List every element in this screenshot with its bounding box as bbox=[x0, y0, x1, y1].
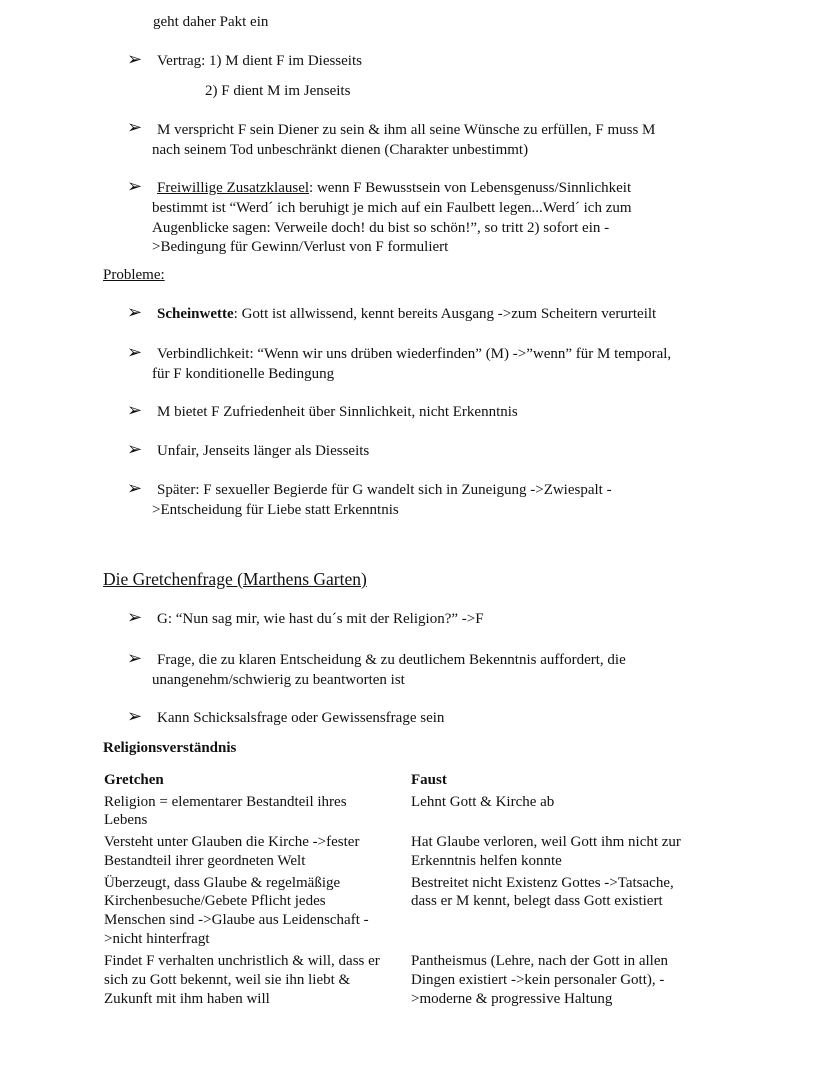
table-cell-faust: >moderne & progressive Haltung bbox=[411, 991, 613, 1007]
arrow-bullet-icon: ➢ bbox=[127, 302, 143, 322]
verbindlichkeit-line-2: für F konditionelle Bedingung bbox=[152, 366, 335, 382]
table-cell-gretchen: Lebens bbox=[104, 812, 148, 828]
table-cell-faust: Lehnt Gott & Kirche ab bbox=[411, 794, 555, 810]
arrow-bullet-icon: ➢ bbox=[127, 439, 143, 459]
table-cell-gretchen: Versteht unter Glauben die Kirche ->fester bbox=[104, 834, 360, 850]
arrow-bullet-icon: ➢ bbox=[127, 117, 143, 137]
verspricht-line-2: nach seinem Tod unbeschränkt dienen (Charakter unbestimmt) bbox=[152, 142, 529, 158]
klausel-line-2: bestimmt ist “Werd´ ich beruhigt je mich auf ein Faulbett legen...Werd´ ich zum bbox=[152, 200, 632, 216]
table-cell-faust: Dingen existiert ->kein personaler Gott), - bbox=[411, 972, 665, 988]
frage2-line-2: unangenehm/schwierig zu beantworten ist bbox=[152, 672, 405, 688]
scheinwette-label: Scheinwette bbox=[157, 306, 234, 322]
spaeter-line-1: Später: F sexueller Begierde für G wandelt sich in Zuneigung ->Zwiespalt - bbox=[157, 482, 612, 498]
klausel-line-4: >Bedingung für Gewinn/Verlust von F formuliert bbox=[152, 239, 449, 255]
arrow-bullet-icon: ➢ bbox=[127, 478, 143, 498]
table-cell-gretchen: Kirchenbesuche/Gebete Pflicht jedes bbox=[104, 893, 326, 909]
frage2-line-1: Frage, die zu klaren Entscheidung & zu deutlichem Bekenntnis auffordert, die bbox=[157, 652, 626, 668]
spaeter-line-2: >Entscheidung für Liebe statt Erkenntnis bbox=[152, 502, 399, 518]
table-cell-faust: Bestreitet nicht Existenz Gottes ->Tatsache, bbox=[411, 875, 674, 891]
table-cell-gretchen: Überzeugt, dass Glaube & regelmäßige bbox=[104, 875, 341, 891]
column-header-gretchen: Gretchen bbox=[104, 772, 164, 788]
arrow-bullet-icon: ➢ bbox=[127, 400, 143, 420]
arrow-bullet-icon: ➢ bbox=[127, 607, 143, 627]
table-cell-gretchen: >nicht hinterfragt bbox=[104, 931, 210, 947]
klausel-line-3: Augenblicke sagen: Verweile doch! du bist so schön!”, so tritt 2) sofort ein - bbox=[152, 220, 610, 236]
religion-heading: Religionsverständnis bbox=[103, 740, 237, 756]
intro-line: geht daher Pakt ein bbox=[153, 14, 269, 30]
arrow-bullet-icon: ➢ bbox=[127, 176, 143, 196]
arrow-bullet-icon: ➢ bbox=[127, 342, 143, 362]
arrow-bullet-icon: ➢ bbox=[127, 706, 143, 726]
table-cell-faust: Hat Glaube verloren, weil Gott ihm nicht zur bbox=[411, 834, 681, 850]
table-cell-gretchen: Menschen sind ->Glaube aus Leidenschaft - bbox=[104, 912, 369, 928]
arrow-bullet-icon: ➢ bbox=[127, 49, 143, 69]
zufriedenheit-line: M bietet F Zufriedenheit über Sinnlichkeit, nicht Erkenntnis bbox=[157, 404, 518, 420]
table-cell-faust: dass er M kennt, belegt dass Gott existiert bbox=[411, 893, 663, 909]
verspricht-line-1: M verspricht F sein Diener zu sein & ihm all seine Wünsche zu erfüllen, F muss M bbox=[157, 122, 656, 138]
unfair-line: Unfair, Jenseits länger als Diesseits bbox=[157, 443, 370, 459]
vertrag-line-1: Vertrag: 1) M dient F im Diesseits bbox=[157, 53, 362, 69]
frage-line: G: “Nun sag mir, wie hast du´s mit der Religion?” ->F bbox=[157, 611, 484, 627]
vertrag-line-2: 2) F dient M im Jenseits bbox=[205, 83, 351, 99]
column-header-faust: Faust bbox=[411, 772, 447, 788]
table-cell-faust: Erkenntnis helfen konnte bbox=[411, 853, 562, 869]
verbindlichkeit-line-1: Verbindlichkeit: “Wenn wir uns drüben wiederfinden” (M) ->”wenn” für M temporal, bbox=[157, 346, 672, 362]
klausel-line-1 bbox=[157, 178, 631, 198]
table-cell-gretchen: Religion = elementarer Bestandteil ihres bbox=[104, 794, 347, 810]
klausel-line-1-rest: : wenn F Bewusstsein von Lebensgenuss/Sinnlichkeit bbox=[309, 180, 632, 196]
klausel-label: Freiwillige Zusatzklausel bbox=[157, 180, 310, 196]
schicksal-line: Kann Schicksalsfrage oder Gewissensfrage sein bbox=[157, 710, 445, 726]
arrow-bullet-icon: ➢ bbox=[127, 648, 143, 668]
scheinwette-rest: : Gott ist allwissend, kennt bereits Ausgang ->zum Scheitern verurteilt bbox=[233, 306, 657, 322]
table-cell-gretchen: Zukunft mit ihm haben will bbox=[104, 991, 270, 1007]
table-cell-gretchen: Findet F verhalten unchristlich & will, dass er bbox=[104, 953, 380, 969]
probleme-heading: Probleme: bbox=[103, 267, 165, 283]
table-cell-gretchen: Bestandteil ihrer geordneten Welt bbox=[104, 853, 306, 869]
scheinwette-line bbox=[157, 304, 656, 324]
table-cell-gretchen: sich zu Gott bekennt, weil sie ihn liebt & bbox=[104, 972, 351, 988]
gretchenfrage-heading: Die Gretchenfrage (Marthens Garten) bbox=[103, 569, 367, 589]
table-cell-faust: Pantheismus (Lehre, nach der Gott in allen bbox=[411, 953, 669, 969]
